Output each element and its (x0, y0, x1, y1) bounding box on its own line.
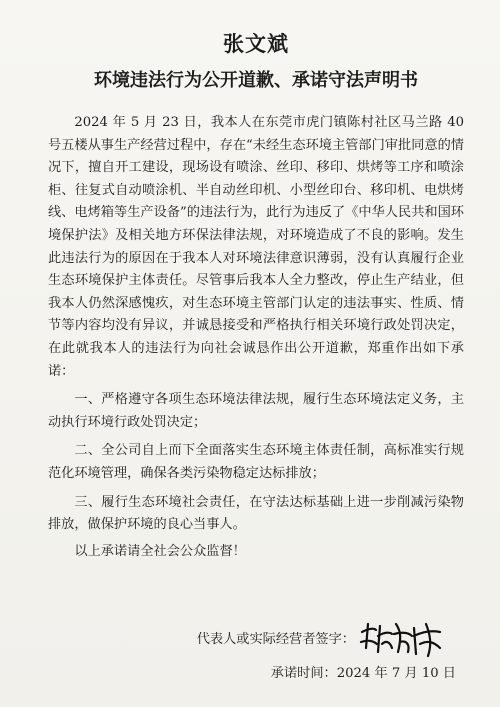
document-author-name: 张文斌 (223, 31, 289, 56)
signer-label: 代表人或实际经营者签字： (196, 632, 355, 647)
promise-item-1: 一、严格遵守各项生态环境法律法规，履行生态环境法定义务，主动执行环境行政处罚决定； (48, 392, 464, 430)
promise-item-2: 二、全公司自上而下全面落实生态环境主体责任制，高标准实行规范化环境管理，确保各类污染物稳定达标排放； (48, 443, 464, 481)
intro-paragraph: 2024 年 5 月 23 日，我本人在东莞市虎门镇陈村社区马兰路 40 号五楼从事生产经营过程中，存在“未经生态环境主管部门审批同意的情况下，擅自开工建设，现场设有喷涂、丝印、移印、烘烤等工序和喷涂柜、往复式自动喷涂机、半自动丝印机、小型丝印台、移印机、电烘烤线、电烤箱等生产设备”的违法行为，此行为违反了《中华人民共和国环境保护法》及相关地方环保法律法规，对环境造成了不良的影响。发生此违法行为的原因在于我本人对环境法律意识薄弱，没有认真履行企业生态环境保护主体责任。尽管事后我本人全力整改，停止生产结业，但我本人仍然深感愧疚，对生态环境主管部门认定的违法事实、性质、情节等内容均没有异议，并诚恳接受和严格执行相关环境行政处罚决定，在此就我本人的违法行为向社会诚恳作出公开道歉，郑重作出如下承诺： (48, 115, 464, 379)
promise-item-3: 三、履行生态环境社会责任，在守法达标基础上进一步削减污染物排放，做保护环境的良心当事人。 (48, 494, 464, 533)
closing-statement: 以上承诺请全社会公众监督！ (74, 543, 246, 559)
signature-row (0, 624, 500, 664)
document-title: 环境违法行为公开道歉、承诺守法声明书 (94, 70, 418, 91)
handwritten-signature (358, 618, 444, 658)
commitment-date: 承诺时间：2024 年 7 月 10 日 (270, 666, 456, 681)
